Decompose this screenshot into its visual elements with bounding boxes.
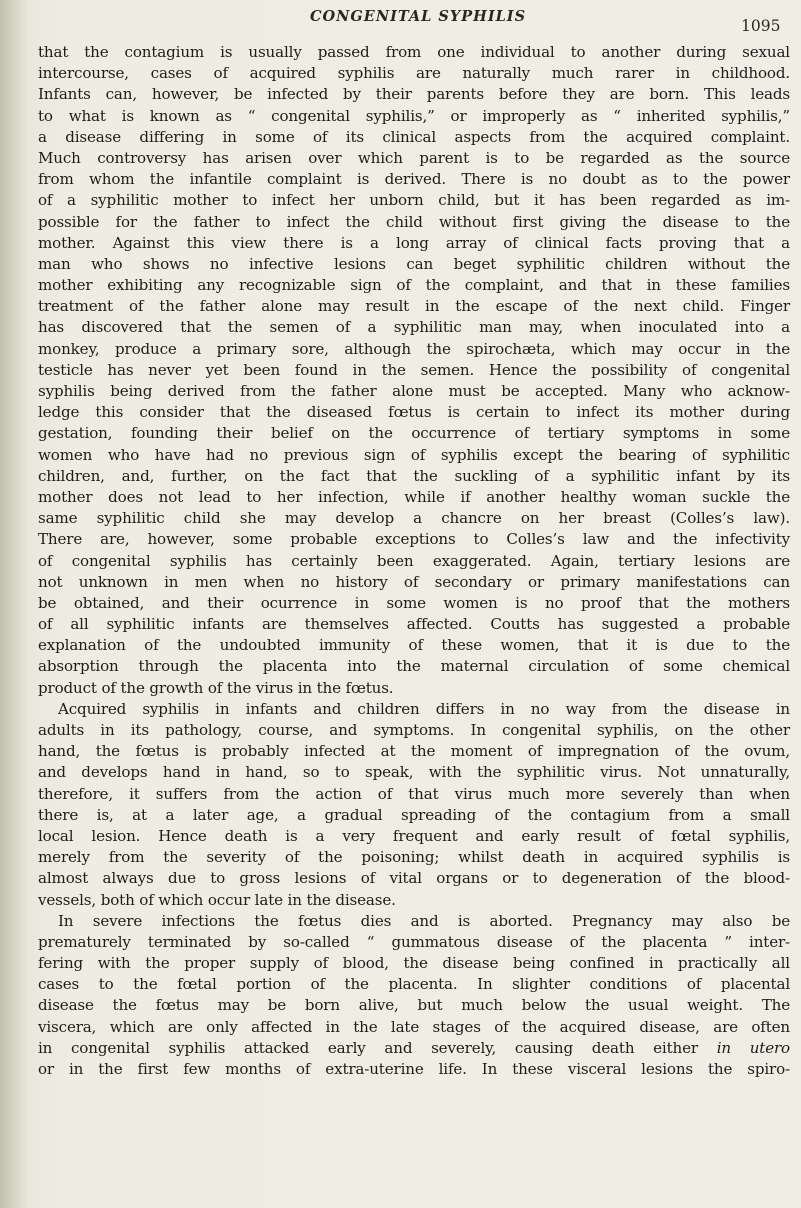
text-line: of a syphilitic mother to infect her unborn child, but it has been regarded as im-	[38, 191, 790, 210]
text-line: intercourse, cases of acquired syphilis are naturally much rarer in childhood.	[38, 64, 790, 83]
text-line: gestation, founding their belief on the occurrence of tertiary symptoms in some	[38, 424, 790, 443]
italic-phrase: in utero	[716, 1038, 790, 1057]
text-line: of congenital syphilis has certainly been exaggerated. Again, tertiary lesions are	[38, 551, 790, 570]
text-line: testicle has never yet been found in the semen. Hence the possibility of congenital	[38, 360, 790, 379]
body-text	[38, 42, 790, 1080]
text-line: that the contagium is usually passed from one individual to another during sexual	[38, 43, 790, 61]
running-head: CONGENITAL SYPHILIS	[310, 8, 527, 25]
text-line: mother. Against this view there is a long array of clinical facts proving that a	[38, 233, 790, 252]
text-line: ledge this consider that the diseased fœtus is certain to infect its mother during	[38, 403, 790, 422]
text-line: There are, however, some probable exceptions to Colles’s law and the infectivity	[38, 530, 790, 549]
text-line: merely from the severity of the poisoning; whilst death in acquired syphilis is	[38, 848, 790, 867]
text-line: almost always due to gross lesions of vital organs or to degeneration of the blood-	[38, 869, 790, 888]
text-line: to what is known as “ congenital syphilis,” or improperly as “ inherited syphilis,”	[38, 106, 790, 125]
text-line: Much controversy has arisen over which parent is to be regarded as the source	[38, 148, 790, 167]
text-line: local lesion. Hence death is a very frequent and early result of fœtal syphilis,	[38, 826, 790, 845]
text-line: has discovered that the semen of a syphilitic man may, when inoculated into a	[38, 318, 790, 337]
text-line: therefore, it suffers from the action of that virus much more severely than when	[38, 784, 790, 803]
text-line: same syphilitic child she may develop a chancre on her breast (Colles’s law).	[38, 509, 790, 528]
text-line: or in the first few months of extra-uterine life. In these visceral lesions the spiro-	[38, 1060, 790, 1078]
text-line: viscera, which are only affected in the late stages of the acquired disease, are often	[38, 1017, 790, 1036]
text-line: in congenital syphilis attacked early and severely, causing death either in utero	[38, 1038, 790, 1057]
text-line: from whom the infantile complaint is derived. There is no doubt as to the power	[38, 170, 790, 189]
text-line: mother exhibiting any recognizable sign of the complaint, and that in these families	[38, 276, 790, 295]
text-line: women who have had no previous sign of syphilis except the bearing of syphilitic	[38, 445, 790, 464]
text-line: In severe infections the fœtus dies and is aborted. Pregnancy may also be	[58, 911, 790, 930]
text-line: be obtained, and their ocurrence in some women is no proof that the mothers	[38, 593, 790, 612]
text-line: syphilis being derived from the father alone must be accepted. Many who acknow-	[38, 382, 790, 400]
text-line: of all syphilitic infants are themselves affected. Coutts has suggested a probable	[38, 615, 790, 634]
text-line: cases to the fœtal portion of the placenta. In slighter conditions of placental	[38, 975, 790, 994]
text-line: hand, the fœtus is probably infected at the moment of impregnation of the ovum,	[38, 742, 790, 761]
text-line: monkey, produce a primary sore, although the spirochæta, which may occur in the	[38, 339, 790, 358]
text-line: and develops hand in hand, so to speak, with the syphilitic virus. Not unnaturally,	[38, 763, 790, 782]
text-line: fering with the proper supply of blood, the disease being confined in practically all	[38, 954, 790, 973]
text-line: possible for the father to infect the child without first giving the disease to the	[38, 212, 790, 231]
page-number: 1095	[741, 17, 781, 35]
text-line: treatment of the father alone may result in the escape of the next child. Finger	[38, 297, 790, 316]
text-line: absorption through the placenta into the maternal circulation of some chemical	[38, 657, 790, 676]
text-line: adults in its pathology, course, and symptoms. In congenital syphilis, on the other	[38, 721, 790, 739]
text-line: mother does not lead to her infection, while if another healthy woman suckle the	[38, 487, 790, 506]
text-line: there is, at a later age, a gradual spreading of the contagium from a small	[38, 805, 790, 824]
text-line: a disease differing in some of its clinical aspects from the acquired complaint.	[38, 127, 790, 146]
text-line: explanation of the undoubted immunity of these women, that it is due to the	[38, 636, 790, 655]
text-line: Infants can, however, be infected by their parents before they are born. This leads	[38, 85, 790, 104]
text-line: not unknown in men when no history of secondary or primary manifestations can	[38, 572, 790, 591]
text-line: man who shows no infective lesions can beget syphilitic children without the	[38, 254, 790, 273]
text-line: product of the growth of the virus in the fœtus.	[38, 678, 394, 697]
text-line: Acquired syphilis in infants and children differs in no way from the disease in	[58, 699, 790, 718]
text-line: vessels, both of which occur late in the disease.	[38, 890, 396, 909]
text-line: children, and, further, on the fact that the suckling of a syphilitic infant by its	[38, 466, 790, 485]
text-line: prematurely terminated by so-called “ gummatous disease of the placenta ” inter-	[38, 932, 790, 951]
text-line: disease the fœtus may be born alive, but much below the usual weight. The	[38, 996, 790, 1015]
page-gutter-shadow	[0, 0, 28, 1208]
